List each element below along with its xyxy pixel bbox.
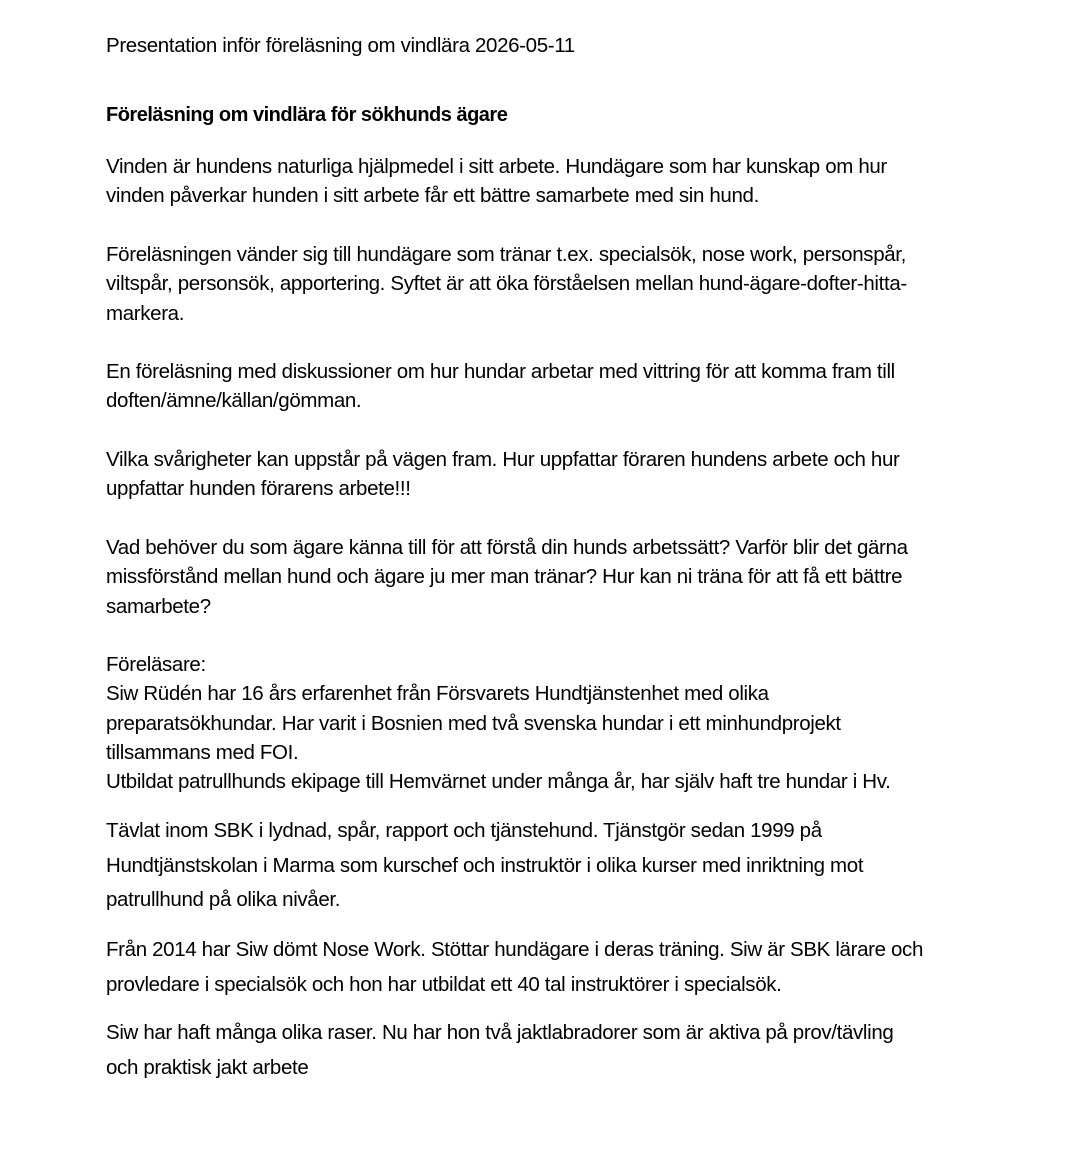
paragraph-line: och praktisk jakt arbete bbox=[106, 1055, 309, 1079]
paragraph-line: Siw har haft många olika raser. Nu har hon två jaktlabradorer som är aktiva på prov/tävling bbox=[106, 1021, 894, 1044]
paragraph-nosework bbox=[106, 933, 923, 1002]
lecturer-label: Föreläsare: bbox=[106, 653, 206, 676]
document-header: Presentation inför föreläsning om vindlära 2026-05-11 bbox=[106, 34, 575, 57]
paragraph-line: Tävlat inom SBK i lydnad, spår, rapport och tjänstehund. Tjänstgör sedan 1999 på bbox=[106, 819, 822, 842]
paragraph-line: En föreläsning med diskussioner om hur hundar arbetar med vittring för att komma fram till bbox=[106, 360, 895, 383]
paragraph-line: provledare i specialsök och hon har utbildat ett 40 tal instruktörer i specialsök. bbox=[106, 972, 782, 996]
paragraph-line: samarbete? bbox=[106, 594, 211, 618]
paragraph-line: patrullhund på olika nivåer. bbox=[106, 888, 341, 911]
paragraph-audience bbox=[106, 240, 907, 328]
paragraph-line: tillsammans med FOI. bbox=[106, 740, 299, 764]
paragraph-line: vinden påverkar hunden i sitt arbete får ett bättre samarbete med sin hund. bbox=[106, 184, 759, 208]
paragraph-discussion bbox=[106, 357, 895, 416]
paragraph-line: viltspår, personsök, apportering. Syftet är att öka förståelsen mellan hund-ägare-dofter-hitta- bbox=[106, 272, 907, 296]
paragraph-line: uppfattar hunden förarens arbete!!! bbox=[106, 477, 411, 501]
paragraph-line: doften/ämne/källan/gömman. bbox=[106, 389, 362, 413]
paragraph-line: Utbildat patrullhunds ekipage till Hemvärnet under många år, har själv haft tre hundar i Hv. bbox=[106, 770, 891, 794]
paragraph-line: Hundtjänstskolan i Marma som kurschef och instruktör i olika kurser med inriktning mot bbox=[106, 853, 864, 877]
paragraph-questions bbox=[106, 533, 908, 621]
paragraph-line: Vilka svårigheter kan uppstår på vägen fram. Hur uppfattar föraren hundens arbete och hur bbox=[106, 448, 900, 471]
paragraph-intro bbox=[106, 152, 887, 211]
paragraph-competitions bbox=[106, 814, 863, 918]
paragraph-line: Vad behöver du som ägare känna till för att förstå din hunds arbetssätt? Varför blir det gärna bbox=[106, 536, 908, 559]
paragraph-line: Från 2014 har Siw dömt Nose Work. Stöttar hundägare i deras träning. Siw är SBK lärare och bbox=[106, 938, 924, 961]
paragraph-line: Vinden är hundens naturliga hjälpmedel i sitt arbete. Hundägare som har kunskap om hur bbox=[106, 155, 887, 178]
document-title: Föreläsning om vindlära för sökhunds ägare bbox=[106, 104, 508, 126]
paragraph-line: Siw Rüdén har 16 års erfarenhet från Försvarets Hundtjänstenhet med olika bbox=[106, 682, 769, 706]
paragraph-line: missförstånd mellan hund och ägare ju mer man tränar? Hur kan ni träna för att få ett bättre bbox=[106, 565, 903, 589]
paragraph-difficulties bbox=[106, 445, 900, 504]
paragraph-breeds bbox=[106, 1016, 893, 1085]
paragraph-line: markera. bbox=[106, 301, 185, 325]
paragraph-line: preparatsökhundar. Har varit i Bosnien med två svenska hundar i ett minhundprojekt bbox=[106, 711, 841, 735]
paragraph-lecturer bbox=[106, 650, 890, 796]
paragraph-line: Föreläsningen vänder sig till hundägare som tränar t.ex. specialsök, nose work, personspår, bbox=[106, 243, 906, 266]
